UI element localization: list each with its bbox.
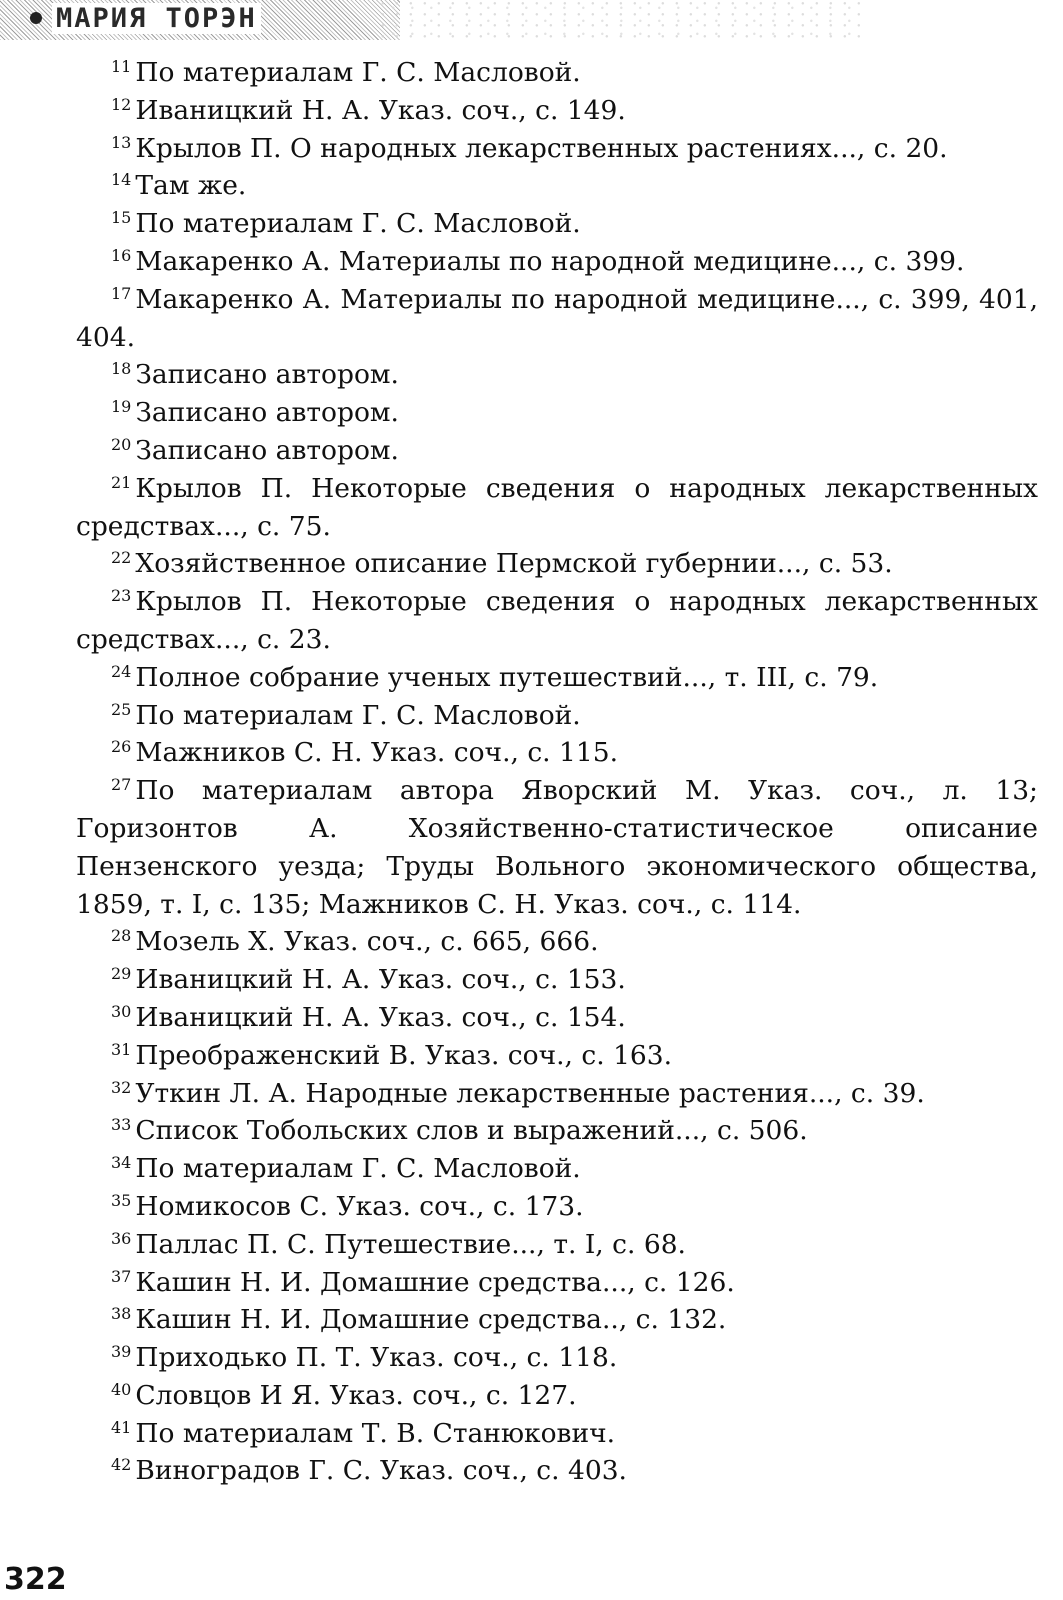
footnote-number: 19 [111, 397, 132, 417]
footnote-number: 18 [111, 359, 132, 379]
footnote-text: По материалам Г. С. Масловой. [135, 57, 581, 88]
footnote-text: По материалам Г. С. Масловой. [135, 208, 581, 240]
running-title: МАРИЯ ТОРЭН [52, 3, 261, 34]
footnote-text: Список Тобольских слов и выражений..., с. 506. [135, 1115, 808, 1147]
page-number: 322 [4, 1562, 67, 1597]
footnote-item [76, 1112, 1038, 1150]
footnote-text: Иваницкий Н. А. Указ. соч., с. 153. [135, 964, 626, 996]
footnote-number: 15 [111, 208, 132, 228]
footnote-number: 31 [111, 1039, 132, 1059]
footnote-item [76, 167, 1038, 205]
footnote-list [76, 54, 1038, 1490]
footnote-text: По материалам Т. В. Станюкович. [135, 1417, 616, 1449]
footnote-text: Виноградов Г. С. Указ. соч., с. 403. [135, 1455, 627, 1487]
footnote-number: 41 [111, 1417, 132, 1437]
footnote-text: Иваницкий Н. А. Указ. соч., с. 154. [135, 1001, 626, 1033]
footnote-text: Там же. [135, 170, 247, 202]
footnote-item [76, 92, 1038, 130]
footnote-number: 38 [111, 1304, 132, 1324]
footnote-text: По материалам Г. С. Масловой. [135, 1153, 581, 1185]
footnote-text: Мажников С. Н. Указ. соч., с. 115. [135, 737, 619, 769]
footnote-item [76, 281, 1038, 357]
bullet-dot-icon [30, 12, 42, 24]
footnote-item [76, 1150, 1038, 1188]
footnote-number: 42 [111, 1455, 132, 1475]
footnote-item [76, 923, 1038, 961]
header-speckle [380, 0, 860, 40]
footnote-number: 26 [111, 737, 132, 757]
footnote-item [76, 1339, 1038, 1377]
footnote-item [76, 734, 1038, 772]
footnote-number: 35 [111, 1190, 132, 1210]
footnote-number: 29 [111, 964, 132, 984]
footnote-number: 24 [111, 661, 132, 681]
footnote-item [76, 1075, 1038, 1113]
footnote-text: Записано автором. [135, 434, 399, 466]
footnote-number: 34 [111, 1153, 132, 1173]
footnote-item [76, 999, 1038, 1037]
footnote-text: Крылов П. О народных лекарственных растениях..., с. 20. [135, 132, 948, 164]
footnote-number: 36 [111, 1228, 132, 1248]
footnote-text: По материалам автора Яворский М. Указ. соч., л. 13; Горизонтов А. Хозяйственно-статистическое описание Пензенского уезда; Труды Вольного экономического общества, 1859, т. I, с. 135; Мажников С. Н. Указ. соч., с. 114. [76, 775, 1038, 920]
footnote-item [76, 243, 1038, 281]
footnote-text: Мозель X. Указ. соч., с. 665, 666. [135, 926, 599, 958]
footnote-text: Уткин Л. А. Народные лекарственные растения..., с. 39. [135, 1077, 925, 1109]
footnote-item [76, 356, 1038, 394]
footnote-number: 13 [111, 132, 132, 152]
footnote-text: Макаренко А. Материалы по народной медицине..., с. 399. [135, 245, 965, 277]
footnote-item [76, 583, 1038, 659]
footnote-number: 11 [111, 57, 132, 76]
footnote-number: 33 [111, 1115, 132, 1135]
footnote-item [76, 1452, 1038, 1490]
footnote-item [76, 470, 1038, 546]
footnote-number: 27 [111, 775, 132, 795]
footnote-text: Кашин Н. И. Домашние средства..., с. 126. [135, 1266, 735, 1298]
running-header [0, 0, 1063, 44]
footnote-number: 37 [111, 1266, 132, 1286]
footnote-item [76, 394, 1038, 432]
footnote-item [76, 545, 1038, 583]
footnote-text: Приходько П. Т. Указ. соч., с. 118. [135, 1342, 618, 1374]
footnote-text: Иваницкий Н. А. Указ. соч., с. 149. [135, 94, 626, 126]
footnote-text: Макаренко А. Материалы по народной медицине..., с. 399, 401, 404. [76, 283, 1038, 353]
footnote-number: 40 [111, 1379, 132, 1399]
footnote-item [76, 659, 1038, 697]
footnote-item [76, 961, 1038, 999]
footnote-text: Крылов П. Некоторые сведения о народных лекарственных средствах..., с. 75. [76, 472, 1038, 542]
footnote-item [76, 1188, 1038, 1226]
footnote-text: Записано автором. [135, 397, 399, 429]
footnote-number: 30 [111, 1001, 132, 1021]
footnote-item [76, 1264, 1038, 1302]
footnote-text: Записано автором. [135, 359, 399, 391]
footnote-item [76, 697, 1038, 735]
footnote-item [76, 1377, 1038, 1415]
footnote-text: Номикосов С. Указ. соч., с. 173. [135, 1190, 584, 1222]
footnote-item [76, 205, 1038, 243]
footnote-item [76, 1037, 1038, 1075]
footnote-text: Крылов П. Некоторые сведения о народных лекарственных средствах..., с. 23. [76, 586, 1038, 655]
footnote-text: Полное собрание ученых путешествий..., т. III, с. 79. [135, 661, 879, 693]
footnote-number: 28 [111, 926, 132, 946]
footnote-text: Преображенский В. Указ. соч., с. 163. [135, 1039, 673, 1071]
footnote-number: 12 [111, 94, 132, 114]
footnote-text: Кашин Н. И. Домашние средства.., с. 132. [135, 1304, 727, 1336]
footnote-number: 20 [111, 434, 132, 454]
footnote-text: Хозяйственное описание Пермской губернии..., с. 53. [135, 548, 893, 580]
footnote-item [76, 1301, 1038, 1339]
footnote-number: 25 [111, 699, 132, 719]
footnote-number: 32 [111, 1077, 132, 1097]
footnote-number: 16 [111, 245, 132, 265]
footnote-text: Словцов И Я. Указ. соч., с. 127. [135, 1379, 577, 1411]
footnote-number: 14 [111, 170, 132, 190]
footnote-text: Паллас П. С. Путешествие..., т. I, с. 68. [135, 1228, 686, 1260]
footnote-number: 21 [111, 472, 132, 492]
footnote-number: 23 [111, 586, 132, 606]
footnote-number: 17 [111, 283, 132, 303]
footnote-item [76, 1226, 1038, 1264]
footnote-item [76, 54, 1038, 92]
footnote-item [76, 130, 1038, 168]
footnote-item [76, 432, 1038, 470]
footnote-number: 39 [111, 1342, 132, 1362]
footnote-item [76, 1415, 1038, 1453]
footnote-number: 22 [111, 548, 132, 568]
footnote-text: По материалам Г. С. Масловой. [135, 699, 581, 731]
footnote-item [76, 772, 1038, 923]
